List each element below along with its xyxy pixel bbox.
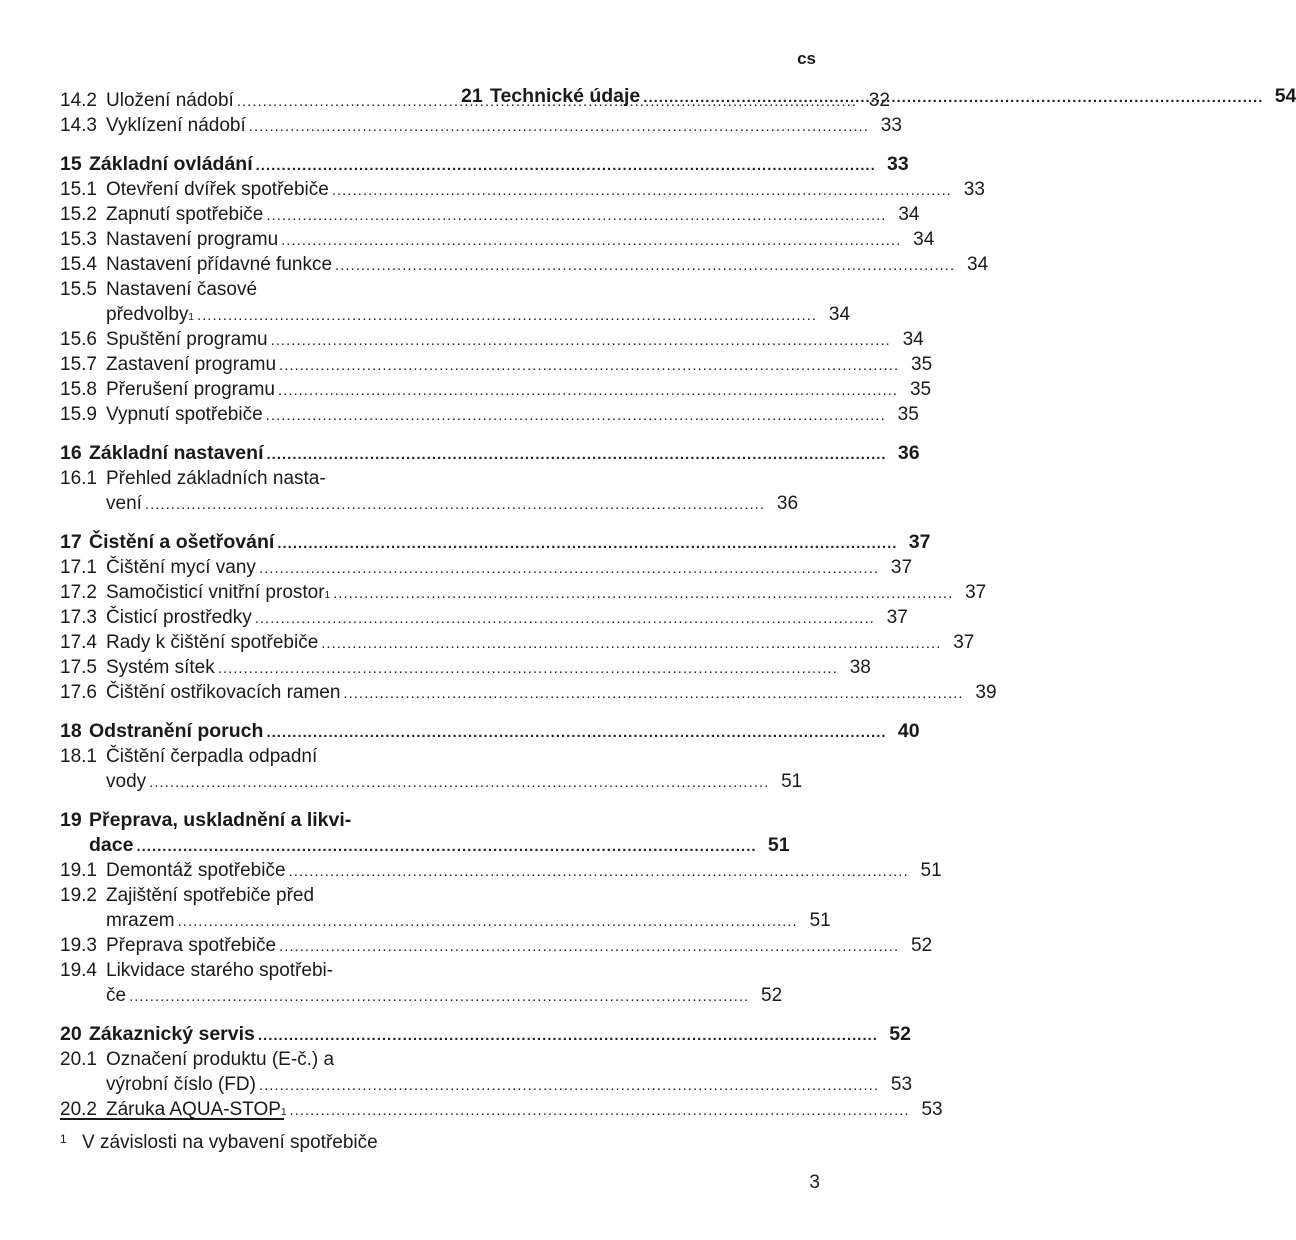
- toc-entry-number: 16.1: [60, 468, 97, 489]
- toc-chapter-heading[interactable]: [60, 1022, 911, 1047]
- toc-page-number: 52: [889, 1023, 911, 1045]
- toc-entry[interactable]: [60, 352, 933, 377]
- toc-page-number: 39: [975, 682, 997, 703]
- toc-entry-title: Čištění čerpadla odpadní: [106, 746, 318, 767]
- toc-entry-title: dace: [89, 834, 134, 856]
- toc-page-number: 53: [921, 1099, 943, 1120]
- leader-dots: [290, 1098, 910, 1123]
- toc-entry-number: 19.4: [60, 960, 97, 981]
- toc-chapter-heading-continued[interactable]: [60, 833, 790, 858]
- toc-chapter-heading[interactable]: [60, 152, 909, 177]
- toc-entry-number: 18: [60, 720, 82, 742]
- toc-entry-number: 14.3: [60, 115, 97, 136]
- toc-entry-title: Čištění ostřikovacích ramen: [106, 682, 341, 703]
- toc-entry-title: Otevření dvířek spotřebiče: [106, 179, 329, 200]
- toc-entry[interactable]: [60, 680, 997, 705]
- leader-dots: [271, 328, 891, 353]
- toc-page-number: 33: [880, 115, 902, 136]
- leader-dots: [266, 203, 886, 228]
- toc-entry[interactable]: [60, 113, 902, 138]
- toc-entry-number: 15.8: [60, 379, 97, 400]
- toc-entry-title: Základní nastavení: [89, 442, 264, 464]
- toc-entry[interactable]: [60, 327, 924, 352]
- toc-entry-title: Rady k čištění spotřebiče: [106, 632, 319, 653]
- leader-dots: [278, 378, 898, 403]
- toc-entry[interactable]: [60, 466, 420, 491]
- toc-entry-title: Spuštění programu: [106, 329, 268, 350]
- toc-entry-title: Přeprava, uskladnění a likvi-: [89, 809, 352, 831]
- toc-page-number: 35: [909, 379, 932, 400]
- toc-entry-title: Nastavení časové: [106, 279, 258, 300]
- toc-section: [60, 719, 920, 794]
- toc-entry-title: výrobní číslo (FD): [106, 1074, 256, 1095]
- toc-chapter-heading[interactable]: [60, 808, 420, 833]
- toc-entry-number: 14.2: [60, 90, 97, 111]
- toc-entry-number: 17.6: [60, 682, 97, 703]
- toc-entry-title: Zákaznický servis: [89, 1023, 255, 1045]
- leader-dots: [643, 85, 1263, 110]
- toc-entry[interactable]: [60, 958, 420, 983]
- toc-page-number: 37: [965, 582, 987, 603]
- toc-entry-number: 15.5: [60, 279, 97, 300]
- toc-entry-title: Označení produktu (E-č.) a: [106, 1049, 335, 1070]
- toc-entry[interactable]: [60, 605, 908, 630]
- toc-entry[interactable]: [60, 252, 989, 277]
- toc-entry-continued[interactable]: [60, 1072, 913, 1097]
- toc-entry-continued[interactable]: [60, 908, 831, 933]
- toc-entry-title: Samočisticí vnitřní prostor: [106, 582, 325, 603]
- language-code: cs: [797, 49, 816, 68]
- toc-entry-title: Demontáž spotřebiče: [106, 860, 286, 881]
- leader-dots: [279, 353, 899, 378]
- toc-entry-number: 19: [60, 809, 82, 831]
- leader-dots: [266, 403, 886, 428]
- toc-page-number: 53: [890, 1074, 913, 1095]
- toc-page-number: 37: [953, 632, 975, 653]
- toc-entry[interactable]: [60, 277, 420, 302]
- toc-page-number: 35: [897, 404, 919, 425]
- toc-entry-title: Přehled základních nasta-: [106, 468, 326, 489]
- toc-entry-title: Čištění mycí vany: [106, 557, 256, 578]
- toc-section: [60, 530, 997, 705]
- toc-page-number: 32: [868, 90, 890, 111]
- toc-page-number: 51: [767, 834, 790, 856]
- toc-entry-continued[interactable]: [60, 769, 803, 794]
- toc-entry-title: Odstranění poruch: [89, 720, 264, 742]
- toc-entry-title: Zapnutí spotřebiče: [106, 204, 264, 225]
- toc-entry-number: 17.3: [60, 607, 97, 628]
- toc-page-number: 51: [920, 860, 942, 881]
- leader-dots: [259, 556, 879, 581]
- toc-entry-number: 20.1: [60, 1049, 97, 1070]
- leader-dots: [343, 681, 963, 706]
- toc-entry[interactable]: 17.2 Samočisticí vnitřní prostor 1 ..... 37: [60, 580, 420, 605]
- leader-dots: [259, 1073, 879, 1098]
- toc-page-number: 52: [761, 985, 783, 1006]
- toc-page-number: 34: [913, 229, 935, 250]
- toc-page-number: 33: [887, 153, 909, 175]
- toc-entry-title: vody: [106, 771, 147, 792]
- toc-entry-title: Základní ovládání: [89, 153, 253, 175]
- leader-dots: [281, 228, 901, 253]
- toc-entry[interactable]: [60, 202, 920, 227]
- toc-entry-number: 15.6: [60, 329, 97, 350]
- footnote-text: V závislosti na vybavení spotřebiče: [82, 1132, 378, 1153]
- toc-entry-title: Likvidace starého spotřebi-: [106, 960, 334, 981]
- toc-entry-title: Zajištění spotřebiče před: [106, 885, 315, 906]
- toc-page-number: 34: [898, 204, 920, 225]
- toc-entry-title: Uložení nádobí: [106, 90, 234, 111]
- leader-dots: [249, 114, 869, 139]
- toc-entry-title: vení: [106, 493, 142, 514]
- toc-page-number: 51: [809, 910, 831, 931]
- footnote-divider: [60, 1118, 284, 1120]
- toc-entry[interactable]: [60, 630, 975, 655]
- toc-entry[interactable]: [60, 555, 913, 580]
- toc-entry[interactable]: [60, 655, 871, 680]
- toc-page-number: 34: [902, 329, 924, 350]
- toc-entry-number: 17.1: [60, 557, 97, 578]
- toc-entry-number: 16: [60, 442, 82, 464]
- toc-entry[interactable]: [60, 858, 942, 883]
- toc-entry-title: předvolby: [106, 304, 189, 325]
- toc-entry[interactable]: [60, 883, 420, 908]
- toc-entry[interactable]: [60, 377, 932, 402]
- toc-entry-title: Přerušení programu: [106, 379, 275, 400]
- toc-page-number: 40: [897, 720, 920, 742]
- leader-dots: [321, 631, 941, 656]
- toc-page-number: 54: [1274, 85, 1296, 107]
- leader-dots: [145, 492, 765, 517]
- toc-section: [60, 1022, 943, 1122]
- leader-dots: [255, 606, 875, 631]
- leader-dots: [129, 984, 749, 1009]
- toc-entry-title: Čisticí prostředky: [106, 607, 252, 628]
- leader-dots: [197, 303, 817, 328]
- leader-dots: [178, 909, 798, 934]
- toc-entry-title: mrazem: [106, 910, 175, 931]
- toc-entry[interactable]: [60, 402, 919, 427]
- page-number: 3: [809, 1172, 820, 1193]
- toc-entry-title: Čistění a ošetřování: [89, 531, 275, 553]
- toc-entry-number: 15.9: [60, 404, 97, 425]
- leader-dots: [136, 834, 756, 859]
- toc-entry[interactable]: [60, 227, 935, 252]
- toc-page-number: 37: [908, 531, 931, 553]
- leader-dots: [335, 253, 955, 278]
- toc-entry-number: 19.3: [60, 935, 97, 956]
- toc-entry-number: 17: [60, 531, 82, 553]
- toc-entry-number: 15.3: [60, 229, 97, 250]
- leader-dots: [256, 153, 876, 178]
- toc-entry-title: Vyklízení nádobí: [106, 115, 246, 136]
- toc-entry-number: 20.2: [60, 1099, 97, 1120]
- toc-page-number: 36: [897, 442, 920, 464]
- toc-section: [60, 152, 989, 427]
- toc-page-number: 34: [967, 254, 989, 275]
- toc-entry-number: 15.1: [60, 179, 97, 200]
- toc-entry-number: 20: [60, 1023, 82, 1045]
- toc-entry-number: 15.4: [60, 254, 97, 275]
- toc-entry[interactable]: [60, 744, 420, 769]
- toc-page-number: 52: [911, 935, 933, 956]
- toc-entry-number: 19.2: [60, 885, 97, 906]
- toc-page-number: 38: [849, 657, 871, 678]
- toc-entry-title: Záruka AQUA-STOP: [106, 1099, 281, 1120]
- toc-entry[interactable]: [60, 1047, 420, 1072]
- footnote-mark: 1: [60, 1132, 67, 1146]
- leader-dots: [266, 720, 886, 745]
- leader-dots: [332, 178, 952, 203]
- toc-entry-continued[interactable]: [60, 491, 799, 516]
- toc-entry-number: 19.1: [60, 860, 97, 881]
- toc-entry-number: 17.2: [60, 582, 97, 603]
- toc-entry-title: Vypnutí spotřebiče: [106, 404, 263, 425]
- leader-dots: [266, 442, 886, 467]
- toc-entry-title: Nastavení programu: [106, 229, 279, 250]
- leader-dots: [333, 581, 953, 606]
- toc-entry-continued[interactable]: [60, 983, 783, 1008]
- leader-dots: [258, 1023, 878, 1048]
- toc-chapter-heading[interactable]: [60, 441, 920, 466]
- toc-chapter-heading[interactable]: [60, 719, 920, 744]
- toc-entry-title: Systém sítek: [106, 657, 215, 678]
- toc-entry-number: 18.1: [60, 746, 97, 767]
- toc-entry-number: 17.5: [60, 657, 97, 678]
- toc-entry-number: 17.4: [60, 632, 97, 653]
- leader-dots: [277, 531, 897, 556]
- toc-entry[interactable]: [60, 933, 933, 958]
- toc-entry-title: Přeprava spotřebiče: [106, 935, 277, 956]
- toc-entry-continued[interactable]: předvolby 1 ..... 34: [60, 302, 420, 327]
- toc-entry-title: Technické údaje: [490, 85, 641, 107]
- toc-entry-number: 21: [461, 85, 483, 107]
- toc-page-number: 36: [776, 493, 799, 514]
- leader-dots: [149, 770, 769, 795]
- toc-entry-number: 15: [60, 153, 82, 175]
- toc-entry-title: Zastavení programu: [106, 354, 277, 375]
- toc-entry[interactable]: 20.2 Záruka AQUA-STOP 1 ..... 53: [60, 1097, 420, 1122]
- toc-page-number: 35: [911, 354, 933, 375]
- toc-entry-title: Nastavení přídavné funkce: [106, 254, 333, 275]
- toc-entry-number: 15.2: [60, 204, 97, 225]
- leader-dots: [218, 656, 838, 681]
- toc-chapter-heading[interactable]: [60, 530, 931, 555]
- toc-page-number: 33: [963, 179, 985, 200]
- toc-entry[interactable]: [60, 177, 985, 202]
- toc-page-number: 51: [781, 771, 803, 792]
- toc-entry-number: 15.7: [60, 354, 97, 375]
- toc-page-number: 37: [890, 557, 913, 578]
- toc-page-number: 34: [828, 304, 851, 325]
- toc-section: [60, 808, 942, 1008]
- leader-dots: [289, 859, 909, 884]
- toc-page-number: 37: [886, 607, 908, 628]
- toc-section: [60, 441, 920, 516]
- leader-dots: [279, 934, 899, 959]
- toc-entry-title: če: [106, 985, 127, 1006]
- footnote: [60, 1132, 378, 1154]
